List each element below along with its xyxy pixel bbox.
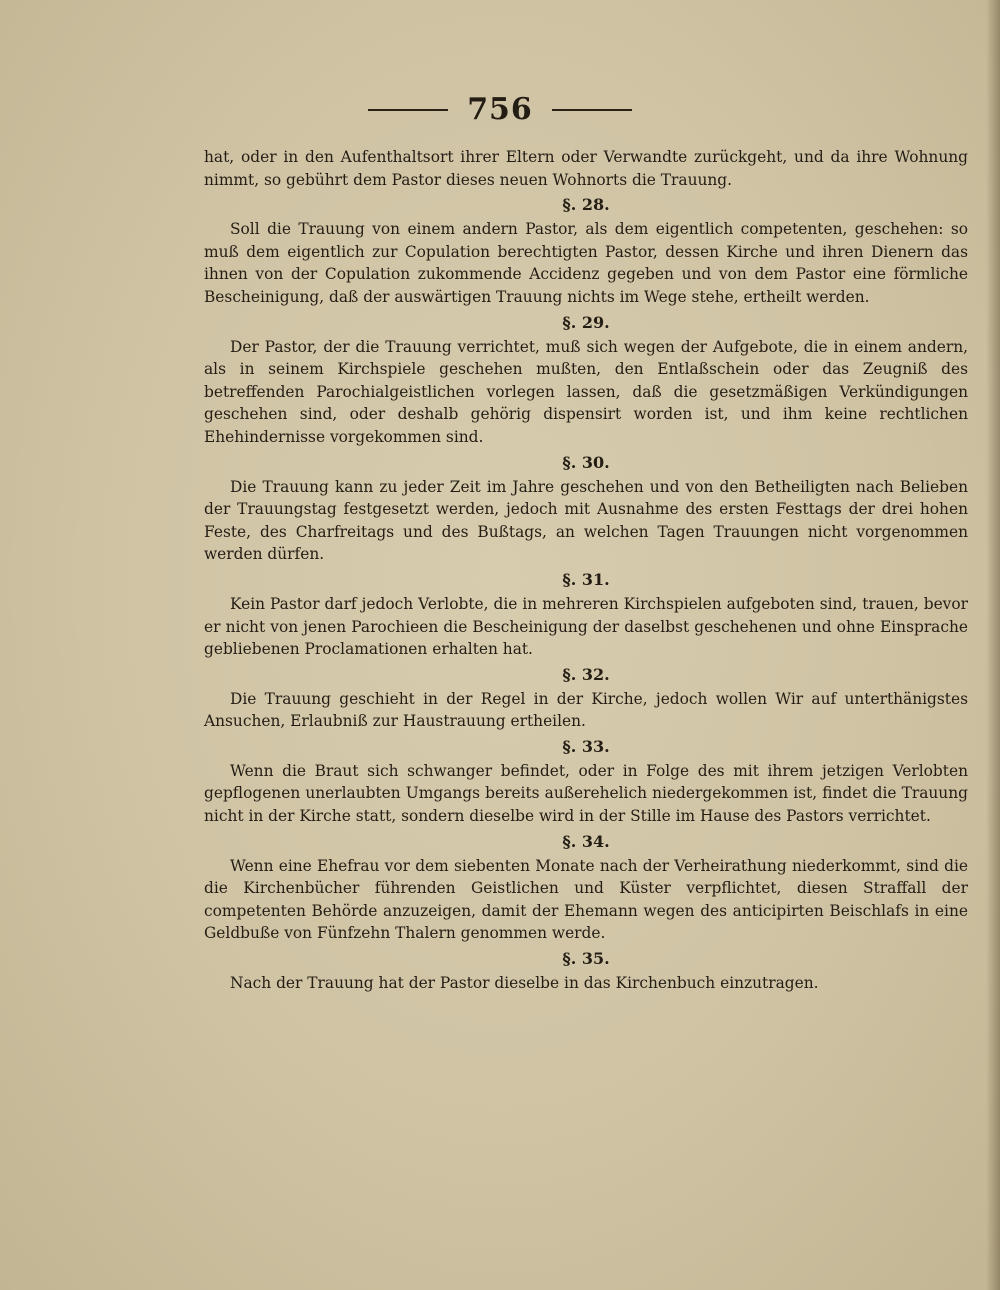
- section-text-28: Soll die Trauung von einem andern Pastor, als dem eigentlich competenten, geschehen: so muß dem eigentlich zur Copulation berechtigten Pastor, dessen Kirche und ihren Dienern das ihnen von der Copulation zukommende Accidenz gegeben und von dem Pastor eine förmliche Bescheinigung, daß der auswärtigen Trauung nichts im Wege stehe, ertheilt werden.: [204, 220, 968, 306]
- section-heading-33: §. 33.: [562, 736, 610, 756]
- section-heading-35: §. 35.: [562, 949, 610, 969]
- section-text-30: Die Trauung kann zu jeder Zeit im Jahre geschehen und von den Betheiligten nach Belieben der Trauungstag festgesetzt werden, jedoch mit Ausnahme des ersten Festtags der drei hohen Feste, des Charfreitags und des Bußtags, an welchen Tagen Trauungen nicht vorgenommen werden dürfen.: [204, 477, 968, 564]
- section-heading-32: §. 32.: [562, 664, 610, 684]
- section-heading-30: §. 30.: [562, 452, 610, 472]
- section-text-33: Wenn die Braut sich schwanger befindet, oder in Folge des mit ihrem jetzigen Verlobten gepflogenen unerlaubten Umgangs bereits außerehelich niedergekommen ist, findet die Trauung nicht in der Kirche statt, sondern dieselbe wird in der Stille im Hause des Pastors verrichtet.: [204, 761, 968, 826]
- page-edge-shadow: [986, 0, 1000, 1290]
- section-text-31: Kein Pastor darf jedoch Verlobte, die in mehreren Kirchspielen aufgeboten sind, trauen, bevor er nicht von jenen Parochieen die Bescheinigung der daselbst geschehenen und ohne Einsprache gebliebenen Proclamationen erhalten hat.: [204, 594, 968, 659]
- section-text-34: Wenn eine Ehefrau vor dem siebenten Monate nach der Verheirathung niederkommt, sind die die Kirchenbücher führenden Geistlichen und Küster verpflichtet, diesen Straffall der competenten Behörde anzuzeigen, damit der Ehemann wegen des anticipirten Beischlafs in eine Geldbuße von Fünfzehn Thalern genommen werde.: [204, 856, 968, 943]
- section-heading-29: §. 29.: [562, 312, 610, 332]
- header-rule-right: [552, 109, 632, 111]
- section-text-32: Die Trauung geschieht in der Regel in der Kirche, jedoch wollen Wir auf unterthänigstes Ansuchen, Erlaubniß zur Haustrauung ertheilen.: [204, 689, 968, 731]
- page-number: 756: [467, 92, 533, 127]
- section-heading-31: §. 31.: [562, 569, 610, 589]
- page-header: [0, 92, 1000, 127]
- section-text-35: Nach der Trauung hat der Pastor dieselbe in das Kirchenbuch einzutragen.: [230, 974, 819, 993]
- section-heading-34: §. 34.: [562, 831, 610, 851]
- page-body: [204, 146, 968, 995]
- header-rule-left: [368, 109, 448, 111]
- opening-paragraph: hat, oder in den Aufenthaltsort ihrer Eltern oder Verwandte zurückgeht, und da ihre Wohnung nimmt, so gebührt dem Pastor dieses neuen Wohnorts die Trauung.: [204, 148, 968, 189]
- section-text-29: Der Pastor, der die Trauung verrichtet, muß sich wegen der Aufgebote, die in einem andern, als in seinem Kirchspiele geschehen mußten, den Entlaßschein oder das Zeugniß des betreffenden Parochialgeistlichen vorlegen lassen, daß die gesetzmäßigen Verkündigungen geschehen sind, oder deshalb gehörig dispensirt worden ist, und ihm keine rechtlichen Ehehindernisse vorgekommen sind.: [204, 337, 968, 446]
- section-heading-28: §. 28.: [562, 195, 610, 215]
